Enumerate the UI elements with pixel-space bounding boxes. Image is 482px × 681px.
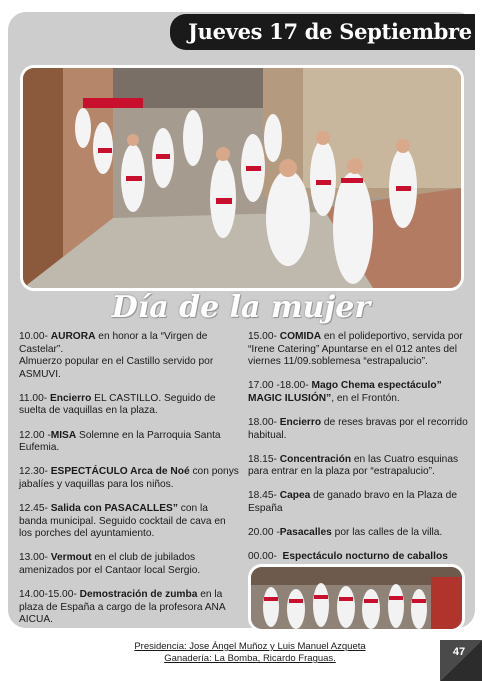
schedule-item: 18.15- Concentración en las Cuatro esquinas para entrar en la plaza por “estrapalucio”. xyxy=(248,453,459,478)
schedule-item: 12.45- Salida con PASACALLES” con la banda municipal. Seguido cocktail de cava en los porches del ayuntamiento. xyxy=(19,502,226,540)
schedule-item: 12.30- ESPECTÁCULO Arca de Noé con ponys jabalíes y vaquillas para los niños. xyxy=(19,466,239,490)
section-title: Día de la mujer xyxy=(111,290,371,325)
dancers-photo-illustration xyxy=(23,68,461,288)
dancers-photo xyxy=(20,65,464,291)
parade-photo xyxy=(248,564,465,632)
footer-ganaderia: Ganadería: La Bomba, Ricardo Fraguas. xyxy=(164,653,336,664)
schedule-item: 11.00- Encierro EL CASTILLO. Seguido de suelta de vaquillas en la plaza. xyxy=(19,392,216,417)
schedule-item: 13.00- Vermout en el club de jubilados amenizados por el Cantaor local Sergio. xyxy=(19,552,201,576)
schedule-item: 15.00- COMIDA en el polideportivo, servida por “Irene Catering” Apuntarse en el 012 antes del viernes 11/09.soblemesa “estrapalucio”. xyxy=(248,331,463,368)
schedule-item: 17.00 -18.00- Mago Chema espectáculo” MAGIC ILUSIÓN”, en el Frontón. xyxy=(248,380,442,404)
schedule-item: 00.00- Espectáculo nocturno de caballos xyxy=(248,551,448,563)
schedule-item: 10.00- AURORA en honor a la “Virgen de Castelar”. Almuerzo popular en el Castillo servido por ASMUVI. xyxy=(19,331,214,380)
footer-presidencia: Presidencia: Jose Ángel Muñoz y Luis Manuel Azqueta xyxy=(134,641,366,652)
page-number: 47 xyxy=(452,646,466,658)
schedule-item: 18.45- Capea de ganado bravo en la Plaza de España xyxy=(248,490,458,514)
page-title: Jueves 17 de Septiembre xyxy=(188,19,472,44)
schedule-left-column xyxy=(19,331,239,638)
parade-photo-illustration xyxy=(251,567,462,629)
schedule-item: 14.00-15.00- Demostración de zumba en la plaza de España a cargo de la profesora ANA AICUA. xyxy=(19,588,226,626)
schedule-item: 12.00 -MISA Solemne en la Parroquia Santa Eufemia. xyxy=(19,429,221,454)
footer-credits xyxy=(100,641,400,665)
schedule-item: 18.00- Encierro de reses bravas por el recorrido habitual. xyxy=(248,416,468,441)
schedule-right-column xyxy=(248,331,468,575)
schedule-item: 20.00 -Pasacalles por las calles de la villa. xyxy=(248,527,443,539)
